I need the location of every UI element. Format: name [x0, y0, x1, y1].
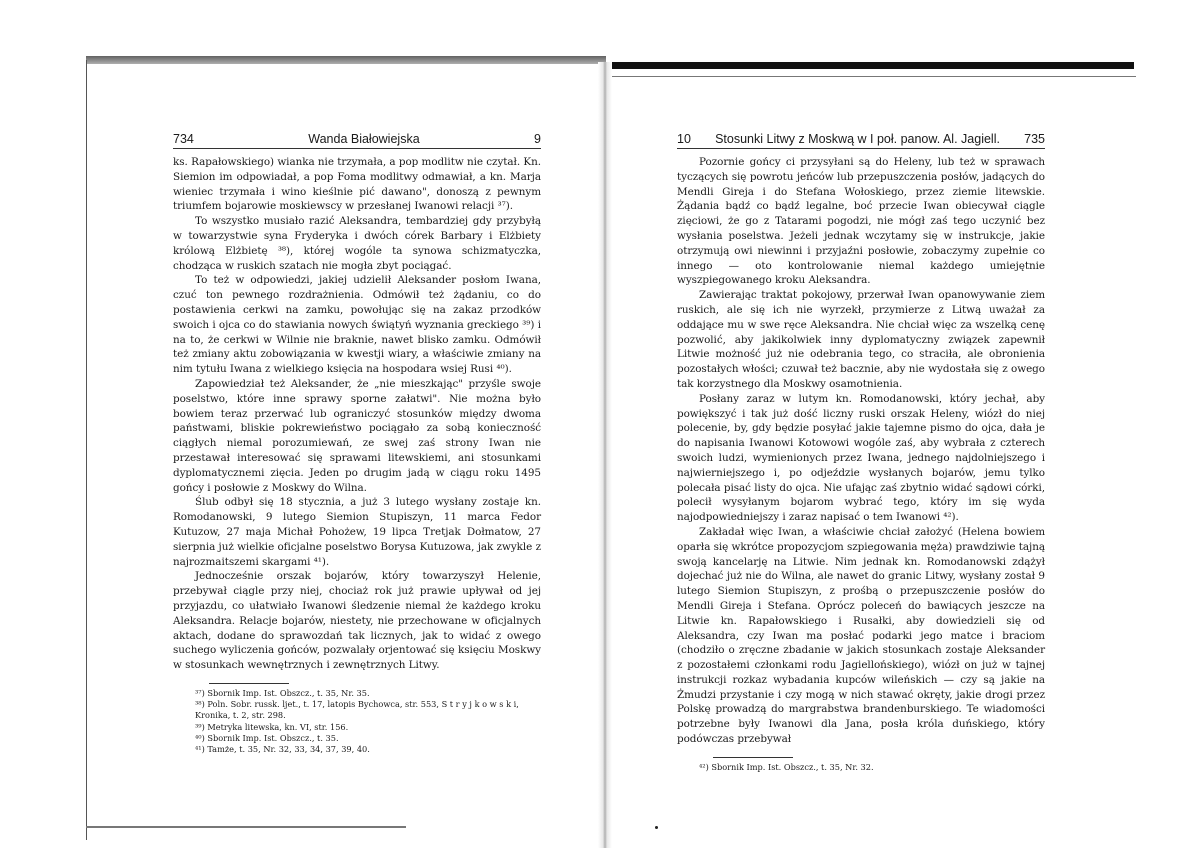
body-text	[677, 155, 1045, 747]
paragraph: Ślub odbył się 18 stycznia, a już 3 lutego wysłany zostaje kn. Romodanowski, 9 lutego Siemion Stupiszyn, 11 marca Fedor Kutuzow, 27 maja Michał Pohożew, 19 lipca Tretjak Dołmatow, 27 sierpnia już wielkie oficjalne poselstwo Borysa Kutuzowa, jak zwykle z najrozmaitszemi skargami ⁴¹).	[173, 496, 541, 568]
scan-speck	[655, 826, 658, 829]
running-head	[677, 132, 1045, 149]
top-rule	[606, 76, 1136, 77]
paragraph: Zapowiedział też Aleksander, że „nie mieszkając" przyśle swoje poselstwo, które inne sprawy sporne załatwi". Nie można było bowiem teraz przerwać lub ograniczyć stosunków między dwoma państwami, bliskie pokrewieństwo pociągało za sobą konieczność ciągłych niemal porozumiewań, ze swej zaś strony Iwan nie przestawał interesować się sprawami litewskiemi, ani stosunkami dyplomatycznemi zięcia. Jeden po drugim jadą w ciągu roku 1495 gońcy i posłowie z Moskwy do Wilna.	[173, 377, 541, 494]
footnote-rule	[713, 757, 793, 758]
paragraph: Zakładał więc Iwan, a właściwie chciał założyć (Helena bowiem oparła się wkrótce propozycjom szpiegowania męża) prawdziwie tajną swoją kancelarję na Litwie. Nim jednak kn. Romodanowski zdążył dojechać już nie do Wilna, ale nawet do granic Litwy, wysłany został 9 lutego Siemion Stupiszyn, z prośbą o przepuszczenie posłów do Mendli Gireja i Stefana. Oprócz poleceń do bawiących jeszcze na Litwie kn. Rapałowskiego i Rusałki, aby dowiedzieli się od Aleksandra, czy Iwan ma posłać podarki jego matce i braciom (chodziło o zręczne zbadanie w jakich stosunkach zostaje Aleksander z pozostałemi członkami rodu Jagiellońskiego), wiózł on już w tajnej instrukcji rozkaz wybadania kupców wileńskich — czy są jakie na Żmudzi przystanie i czy mogą w nich stawać okręty, jakie drogi przez Polskę prowadzą do margrabstwa brandenburskiego. Te wiadomości potrzebne były Iwanowi dla Jana, posła króla duńskiego, który podówczas przebywał	[677, 525, 1045, 746]
page-number: 734	[173, 132, 194, 146]
footnote: ⁴⁰) Sbornik Imp. Ist. Obszcz., t. 35.	[195, 732, 339, 743]
footnote-rule	[209, 683, 289, 684]
running-head	[173, 132, 541, 149]
footnote: ⁴¹) Tamże, t. 35, Nr. 32, 33, 34, 37, 39, 40.	[195, 743, 370, 754]
chapter-number: 10	[677, 132, 691, 146]
page-edge-shadow	[86, 56, 606, 64]
right-page	[677, 132, 1045, 773]
footnote: ³⁷) Sbornik Imp. Ist. Obszcz., t. 35, Nr. 35.	[195, 687, 370, 698]
footnote: ³⁸) Poln. Sobr. russk. ljet., t. 17, latopis Bychowca, str. 553, S t r y j k o w s k i, Kronika, t. 2, str. 298.	[195, 699, 519, 721]
body-text	[173, 155, 541, 673]
paragraph: ks. Rapałowskiego) wianka nie trzymała, a pop modlitw nie czytał. Kn. Siemion im odpowiadał, a pop Foma modlitwy odmawiał, a kn. Marja wieniec trzymała i wino kieślnie pić dawano", donoszą z pewnym triumfem bojarowie moskiewscy w przesłanej Iwanowi relacji ³⁷).	[173, 156, 541, 213]
book-gutter	[598, 62, 612, 848]
paragraph: Posłany zaraz w lutym kn. Romodanowski, który jechał, aby powiększyć i tak już dość liczny ruski orszak Heleny, wiózł do niej polecenie, by, gdy będzie posyłać jakie tajemne pismo do ojca, dała je do napisania Iwanowi Kotowowi wogóle zaś, aby wybrała z czterech swoich ludzi, wymienionych przez Iwana, jednego najdolniejszego i najwierniejszego i, po odjeździe wysłanych bojarów, jemu tylko polecała pisać listy do ojca. Nie ufając zaś zbytnio widać sądowi córki, polecił wysyłanym bojarom wybrać tego, który im się wyda najodpowiedniejszy i zaraz napisać o tem Iwanowi ⁴²).	[677, 392, 1045, 524]
footnotes	[677, 757, 1045, 773]
running-head-title: Stosunki Litwy z Moskwą w I poł. panow. Al. Jagiell.	[715, 132, 1000, 146]
paragraph: Jednocześnie orszak bojarów, który towarzyszył Helenie, przebywał ciągle przy niej, chociaż rok już prawie upływał od jej przyjazdu, co ułatwiało Iwanowi śledzenie niemal że każdego kroku Aleksandra. Relacje bojarów, niestety, nie przechowane w oficjalnych aktach, dodane do sprawozdań tak licznych, jak to widać z owego suchego wyliczenia gońców, pozwalały orjentować się księciu Moskwy w stosunkach wewnętrznych i zewnętrznych Litwy.	[173, 570, 541, 672]
paragraph: Pozornie gońcy ci przysyłani są do Heleny, lub też w sprawach tyczących się powrotu jeńców lub przepuszczenia posłów, jadących do Mendli Gireja i do Stefana Wołoskiego, przez ziemie litewskie. Żądania bądź co bądź legalne, boć przecie Iwan obiecywał ciągle zięciowi, że go z Tatarami pogodzi, nie mógł zaś tego uczynić bez wysłania poselstwa. Jeżeli jednak wczytamy się w instrukcje, jakie otrzymują owi niewinni i przyjaźni posłowie, zobaczymy zupełnie co innego — oto kontrolowanie niemal każdego umiejętnie wyszpiegowanego kroku Aleksandra.	[677, 156, 1045, 287]
page-edge-bar	[606, 62, 1134, 69]
running-head-title: Wanda Białowiejska	[308, 132, 420, 146]
paragraph: To wszystko musiało razić Aleksandra, tembardziej gdy przybyłą w towarzystwie syna Fryderyka i dwóch córek Barbary i Elżbiety królową Elżbietę ³⁸), której wogóle ta synowa schizmatyczka, chodząca w ruskich szatach nie mogła zbyt pociągać.	[173, 215, 541, 272]
footnote: ⁴²) Sbornik Imp. Ist. Obszcz., t. 35, Nr. 32.	[699, 761, 874, 772]
chapter-number: 9	[534, 132, 541, 146]
footnote: ³⁹) Metryka litewska, kn. VI, str. 156.	[195, 721, 349, 732]
left-frame-line	[86, 60, 87, 840]
bottom-frame-line	[86, 826, 406, 828]
paragraph: Zawierając traktat pokojowy, przerwał Iwan opanowywanie ziem ruskich, ale się ich nie wyrzekł, przymierze z Litwą uważał za oddające mu w swe ręce Aleksandra. Nie chciał więc za wszelką cenę pozwolić, aby jakikolwiek inny dyplomatyczny związek zapewnił Litwie możność już nie odebrania tego, co straciła, ale obronienia pozostałych włości; czuwał też bacznie, aby nie wydostała się z owego tak korzystnego dla Moskwy osamotnienia.	[677, 289, 1045, 390]
page-number: 735	[1024, 132, 1045, 146]
paragraph: To też w odpowiedzi, jakiej udzielił Aleksander posłom Iwana, czuć ton pewnego rozdrażnienia. Odmówił też żądaniu, co do postawienia cerkwi na zamku, powołując się na zakaz przodków swoich i ojca co do stawiania nowych świątyń wyznania greckiego ³⁹) i na to, że cerkwi w Wilnie nie braknie, nawet blisko zamku. Odmówił też zmiany aktu zobowiązania w kwestji wiary, a właściwie zmiany na nim tytułu Iwana z wielkiego księcia na hospodara wsiej Rusi ⁴⁰).	[173, 274, 541, 376]
left-page	[173, 132, 541, 755]
footnotes	[173, 683, 541, 755]
